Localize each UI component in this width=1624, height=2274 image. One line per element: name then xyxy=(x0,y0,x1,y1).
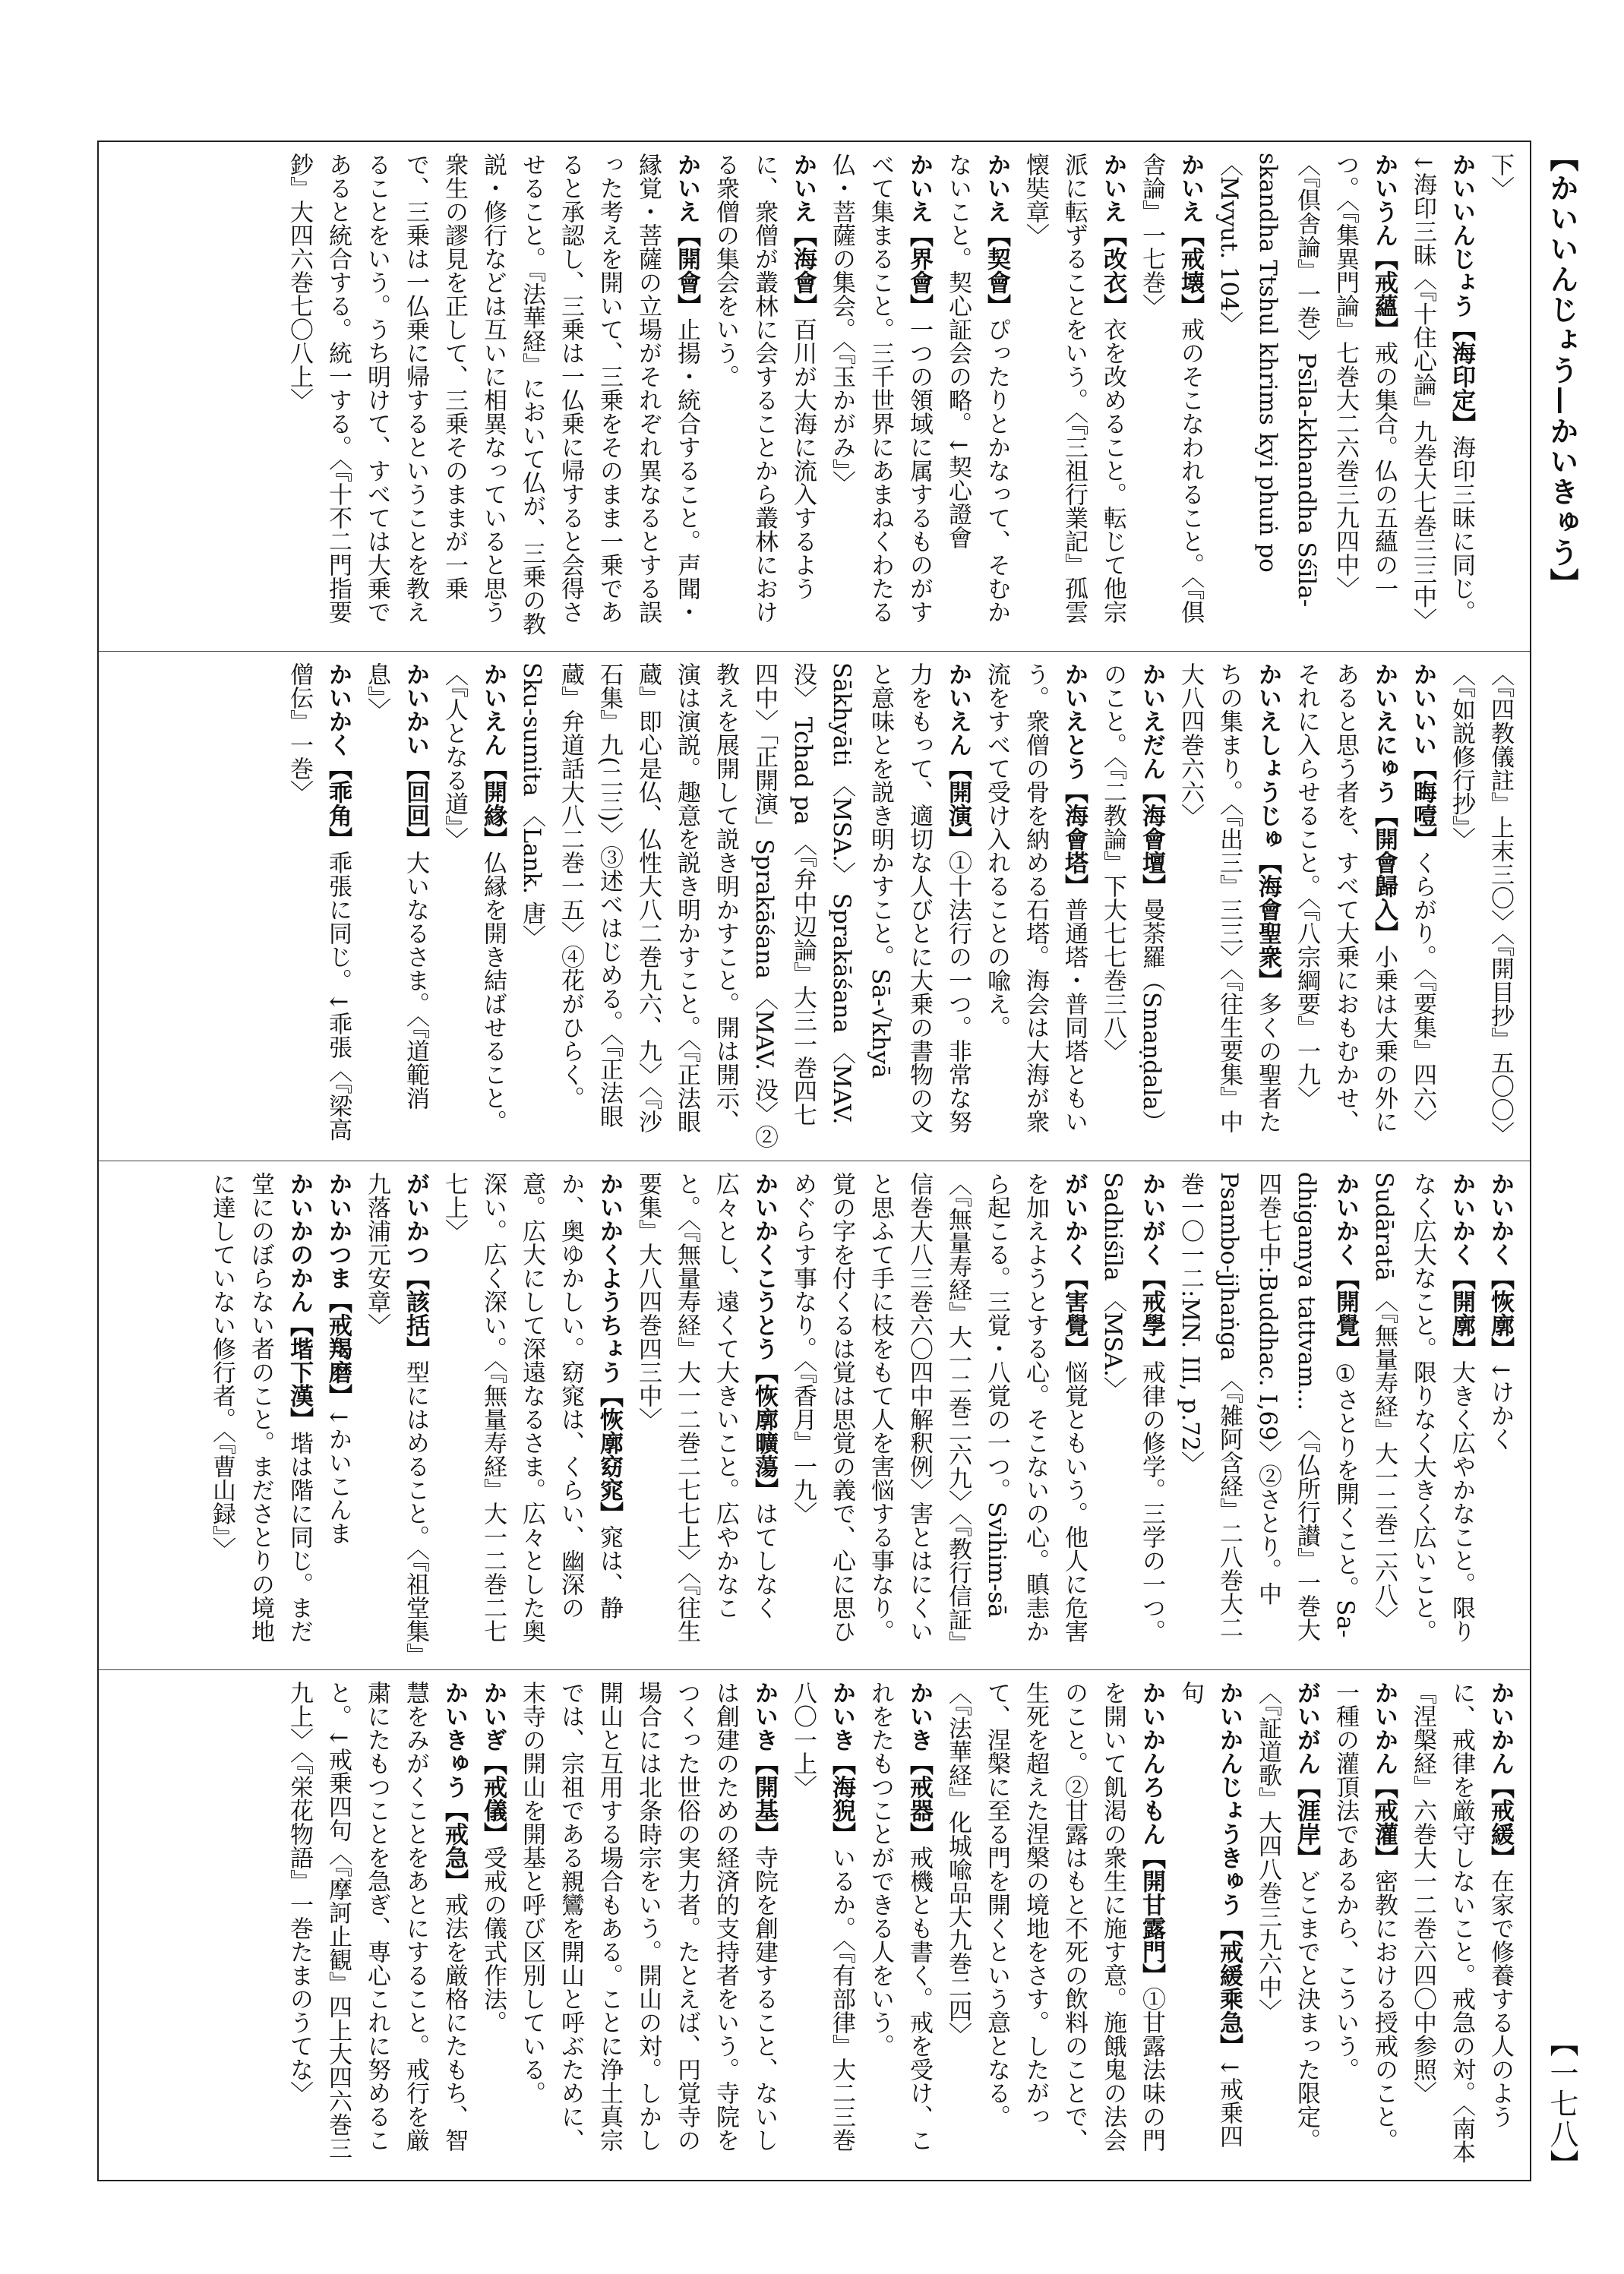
dictionary-entry xyxy=(1403,662,1442,1150)
dictionary-entry xyxy=(357,1172,434,1660)
entry-definition: 型にはめること。〈『祖堂集』九落浦元安章〉 xyxy=(363,1171,429,1654)
entry-headword: かいぎ【戒儀】 xyxy=(479,1681,507,1846)
entry-definition: 窕は、静か、奥ゆかしい。窈窕は、くらい、幽深の意。広大にして深遠なるさま。広々とした奥深い。広く深い。〈『無量寿経』大一二巻二七七上〉 xyxy=(441,1171,623,1643)
entry-definition: ぴったりとかなって、そむかないこと。契心証会の略。↓契心證會 xyxy=(944,153,1010,624)
entry-headword: かいいい【晦噎】 xyxy=(1409,662,1436,851)
entry-headword: かいえ【界會】 xyxy=(905,153,933,317)
entry-headword: かいえ【海會】 xyxy=(789,153,817,317)
dictionary-entry xyxy=(1442,662,1519,1150)
tier-2 xyxy=(99,652,1530,1161)
dictionary-entry xyxy=(1016,153,1132,640)
entry-headword: かいえ【改衣】 xyxy=(1099,153,1126,317)
entry-definition: 大きく広やかなこと。限りなく広大なこと。限りなく大きく広いこと。Sudāratā 〈『無量寿経』大一二巻二六八〉 xyxy=(1370,1171,1475,1643)
entry-definition: 止揚・統合すること。声聞・縁覚・菩薩の立場がそれぞれ異なるとする誤った考えを開いて、三乗をそのまま一乗であると承認し、三乗は一仏乗に帰すると会得させること。『法華経』において仏が、三乗の教説・修行などは互いに相異なっていると思う衆生の謬見を正して、三乗そのままが一乗で、三乗は一仏乗に帰するということを教えることをいう。うち明けて、すべては大乗であると統合する。統一する。〈『十不二門指要鈔』大四六巻七〇八上〉 xyxy=(286,153,700,636)
entry-definition: 寺院を創建すること、ないしは創建のための経済的支持者をいう。寺院をつくった世俗の実力者。たとえば、円覚寺の場合には北条時宗をいう。開山の対。しかし開山と互用する場合もある。ことに浄土真宗では、宗祖である親鸞を開山と呼ぶために、末寺の開山を開基と呼び区別している。 xyxy=(518,1681,778,2152)
entry-definition: くらがり。〈『要集』四六〉 xyxy=(1409,850,1436,1133)
entry-definition: 戒の集合。仏の五蘊の一つ。〈『集異門論』七巻大二六巻三九四中〉〈『倶舎論』一巻〉Psīla-kkhandha Sśīla-skandha Ttshul khrims kyi phuṅ po 〈Mvyut. 104〉 xyxy=(1215,153,1398,608)
entry-headword: かいかく【開覺】 xyxy=(1332,1171,1359,1360)
entry-headword: かいかん【戒緩】 xyxy=(1487,1681,1514,1870)
entry-definition: 海印三昧に同じ。↓海印三昧〈『十住心論』九巻大七巻三三中〉 xyxy=(1409,153,1475,632)
entry-headword: かいかのかん【堦下漢】 xyxy=(286,1171,313,1431)
entry-definition: 衣を改めること。転じて他宗派に転ずることをいう。〈『三祖行業記』孤雲懐奘章〉 xyxy=(1022,153,1126,624)
entry-headword: かいえ【契會】 xyxy=(983,153,1010,317)
dictionary-entry xyxy=(1093,1172,1171,1660)
entry-definition: 密教における授戒のこと。一種の灌頂法であるから、こういう。 xyxy=(1332,1681,1398,2152)
dictionary-entry xyxy=(1093,662,1171,1150)
dictionary-entry xyxy=(1171,1172,1364,1660)
dictionary-entry xyxy=(280,153,706,640)
tier-text xyxy=(109,153,1519,640)
entry-definition: 一つの領域に属するものがすべて集まること。三千世界にあまねくわたる仏・菩薩の集会。〈『玉かがみ』〉 xyxy=(828,153,933,624)
tier-4 xyxy=(99,1670,1530,2180)
entry-headword: がいがん【涯岸】 xyxy=(1293,1681,1320,1870)
entry-definition: 小乗は大乗の外にあると思う者を、すべて大乗におもむかせ、それに入らせること。〈『八宗綱要』一九〉 xyxy=(1293,662,1398,1133)
tier-3 xyxy=(99,1161,1530,1671)
dictionary-page-frame xyxy=(97,141,1531,2181)
tier-text xyxy=(109,1681,1519,2169)
entry-definition: いるか。〈『有部律』大二三巻八〇一上〉 xyxy=(789,1681,855,2152)
entry-definition: ①十法行の一つ。非常な努力をもって、適切な人びとに大乗の書物の文と意味とを説き明かすこと。Sā-√khyā Sākhyāti 〈MSA.〉 Sprakāśana 〈MAV. 没〉 Tchad pa 〈『弁中辺論』大三一巻四七四中〉「正開演」Sprakāśana 〈MAV. 没〉②教えを展開して説き明かすこと。開は開示、演は演説。趣意を説き明かすこと。〈『正法眼蔵』即心是仏、仏性大八二巻九六、九〉〈『沙石集』九(二三)〉③述べはじめる。〈『正法眼蔵』弁道話大八二巻一五〉④花がひらく。Sku-sumita 〈Lank. 唐〉 xyxy=(518,662,972,1148)
entry-headword: かいかくこうとう【恢廓曠蕩】 xyxy=(750,1171,778,1502)
entry-headword: かいき【海猊】 xyxy=(828,1681,855,1846)
entry-definition: ↓戒乗四句 xyxy=(1177,1681,1243,2149)
entry-definition: 戒律の修学。三学の一つ。Sadhiśīla 〈MSA.〉 xyxy=(1099,1171,1165,1643)
entry-headword: かいかく【開廓】 xyxy=(1448,1171,1475,1360)
dictionary-entry xyxy=(1287,662,1403,1150)
dictionary-entry xyxy=(1248,1681,1325,2169)
entry-headword: かいえとう【海會塔】 xyxy=(1060,662,1088,898)
entry-definition: 受戒の儀式作法。 xyxy=(479,1846,507,2035)
entry-definition: ↓かいこんま xyxy=(324,1407,352,1545)
dictionary-entry xyxy=(357,662,434,1150)
entry-headword: かいかつま【戒羯磨】 xyxy=(324,1171,352,1407)
entry-headword: かいえん【開演】 xyxy=(944,662,972,851)
dictionary-entry xyxy=(473,1681,512,2169)
tier-text xyxy=(109,662,1519,1150)
entry-headword: かいかんろもん【開甘露門】 xyxy=(1138,1681,1165,1988)
entry-headword: かいかんじょうきゅう【戒緩乘急】 xyxy=(1215,1681,1243,2058)
entry-headword: かいかく【恢廓】 xyxy=(1487,1171,1514,1360)
entry-definition: 戒のそこなわれること。〈『倶舎論』一七巻〉 xyxy=(1138,153,1204,624)
dictionary-entry xyxy=(318,1172,357,1660)
page-number: 【一七八】 xyxy=(1545,2028,1578,2180)
entry-headword: かいえしょうじゅ【海會聖衆】 xyxy=(1254,662,1281,992)
dictionary-entry xyxy=(1403,1681,1519,2169)
dictionary-entry xyxy=(706,153,822,640)
entry-headword: かいきゅう【戒急】 xyxy=(441,1681,468,1893)
entry-definition: はてしなく広々とし、遠くて大きいこと。広やかなこと。〈『無量寿経』大一二巻二七七上〉〈『往生要集』大八四巻四三中〉 xyxy=(634,1171,778,1643)
entry-definition: 仏縁を開き結ばせること。〈『人となる道』〉 xyxy=(441,662,507,1133)
entry-headword: がいかく【害覺】 xyxy=(1060,1171,1088,1360)
entry-definition: 大いなるさま。〈『道範消息』〉 xyxy=(363,662,429,1110)
dictionary-entry xyxy=(280,662,357,1150)
entry-headword: かいえん【開緣】 xyxy=(479,662,507,851)
dictionary-entry xyxy=(977,662,1093,1150)
dictionary-entry xyxy=(1171,1681,1248,2169)
entry-definition: 百川が大海に流入するように、衆僧が叢林に会することから叢林における衆僧の集会をいう。 xyxy=(712,153,817,624)
tier-text xyxy=(109,1172,1519,1660)
dictionary-entry xyxy=(1480,1172,1519,1660)
dictionary-entry xyxy=(1171,662,1287,1150)
entry-definition: ↓けかく xyxy=(1487,1360,1514,1451)
dictionary-entry xyxy=(1132,153,1209,640)
entry-headword: かいえにゅう【開會歸入】 xyxy=(1370,662,1398,945)
dictionary-entry xyxy=(434,662,512,1150)
dictionary-entry xyxy=(512,662,977,1150)
entry-definition: 戒機とも書く。戒を受け、これをたもつことができる人をいう。 xyxy=(867,1681,933,2152)
entry-headword: かいかん【戒灌】 xyxy=(1370,1681,1398,1870)
entry-definition: ①甘露法味の門を開いて飢渇の衆生に施す意。施餓鬼の法会のこと。②甘露はもと不死の飲料のことで、生死を超えた涅槃の境地をさす。したがって、涅槃に至る門を開くという意となる。〈『法華経』化城喩品大九巻二四〉 xyxy=(944,1681,1165,2152)
entry-definition: 普通塔・普同塔ともいう。衆僧の骨を納める石塔。海会は大海が衆流をすべて受け入れることの喩え。 xyxy=(983,662,1088,1133)
entry-headword: がいかつ【該括】 xyxy=(402,1171,429,1360)
entry-headword: かいいんじょう【海印定】 xyxy=(1448,153,1475,435)
dictionary-entry xyxy=(1364,1172,1480,1660)
entry-definition: 〈『四教儀註』上末三〇〉〈『開目抄』五〇〇〉〈『如説修行抄』〉 xyxy=(1448,662,1514,1145)
entry-headword: かいがく【戒學】 xyxy=(1138,1171,1165,1360)
dictionary-entry xyxy=(434,1172,628,1660)
entry-headword: かいうん【戒蘊】 xyxy=(1370,153,1398,341)
dictionary-entry xyxy=(783,1681,861,2169)
entry-headword: かいかい【回回】 xyxy=(402,662,429,851)
page-running-head: 【かいいんじょう—かいきゅう】 xyxy=(1545,143,1579,599)
entry-headword: かいき【戒器】 xyxy=(905,1681,933,1846)
entry-definition: 悩覚ともいう。他人に危害を加えようとする心。そこないの心。瞋恚から起こる。三覚・八覚の一つ。Svihim-sā 〈『無量寿経』大一二巻二六九〉〈『教行信証』信巻大八三巻六〇四中解釈例〉害とはにくいと思ふて手に枝をもて人を害悩する事なり。覚の字を付くるは覚は思覚の義で、心に思ひめぐらす事なり。〈『香月』一九〉 xyxy=(789,1171,1088,1654)
entry-headword: かいかく【乖角】 xyxy=(324,662,352,851)
dictionary-entry xyxy=(202,1172,318,1660)
entry-definition: 下〉 xyxy=(1487,153,1514,200)
dictionary-entry xyxy=(1480,153,1519,640)
entry-definition: どこまでと決まった限定。〈『証道歌』大四八巻三九六中〉 xyxy=(1254,1681,1320,2152)
entry-headword: かいき【開基】 xyxy=(750,1681,778,1846)
entry-definition: ①さとりを開くこと。Sa-dhigamya tattvam... 〈『仏所行讃』一巻大四巻七中:Buddhac. I,69〉②さとり。中Psambo-jjhaṅga 〈『雑阿含経』二八巻大二巻一〇一二:MN. III, p.72〉 xyxy=(1177,1171,1359,1641)
dictionary-entry xyxy=(822,153,938,640)
dictionary-entry xyxy=(1325,1681,1403,2169)
entry-definition: 堦は階に同じ。まだ堂にのぼらない者のこと。まださとりの境地に達していない修行者。〈『曹山録』〉 xyxy=(208,1171,313,1643)
dictionary-entry xyxy=(280,1681,473,2169)
entry-headword: かいかくようちょう【恢廓窈窕】 xyxy=(596,1171,623,1525)
entry-definition: 曼荼羅（Smaṇḍala）のこと。〈『二教論』下大七七巻三八〉 xyxy=(1099,662,1165,1134)
dictionary-entry xyxy=(938,153,1016,640)
entry-definition: 多くの聖者たちの集まり。〈『出三』三三〉〈『往生要集』中大八四巻六六〉 xyxy=(1177,662,1281,1133)
dictionary-entry xyxy=(861,1681,938,2169)
dictionary-entry xyxy=(1403,153,1480,640)
entry-headword: かいえ【戒壊】 xyxy=(1177,153,1204,317)
dictionary-entry xyxy=(783,1172,1093,1660)
entry-headword: かいえ【開會】 xyxy=(673,153,700,317)
entry-definition: 乖張に同じ。↓乖張〈『梁高僧伝』一巻〉 xyxy=(286,662,352,1142)
tier-1 xyxy=(99,142,1530,652)
dictionary-entry xyxy=(512,1681,783,2169)
entry-definition: 戒法を厳格にたもち、智慧をみがくことをあとにすること。戒行を厳粛にたもつことを急ぎ、専心これに努めること。↓戒乗四句〈『摩訶止観』四上大四六巻三九上〉〈『栄花物語』一巻たまのうてな〉 xyxy=(286,1681,468,2160)
dictionary-entry xyxy=(938,1681,1171,2169)
entry-definition: 在家で修養する人のように、戒律を厳守しないこと。戒急の対。〈南本『涅槃経』六巻大一二巻六四〇中参照〉 xyxy=(1409,1681,1514,2164)
dictionary-entry xyxy=(628,1172,783,1660)
entry-headword: かいえだん【海會壇】 xyxy=(1138,662,1165,898)
dictionary-entry xyxy=(1209,153,1403,640)
